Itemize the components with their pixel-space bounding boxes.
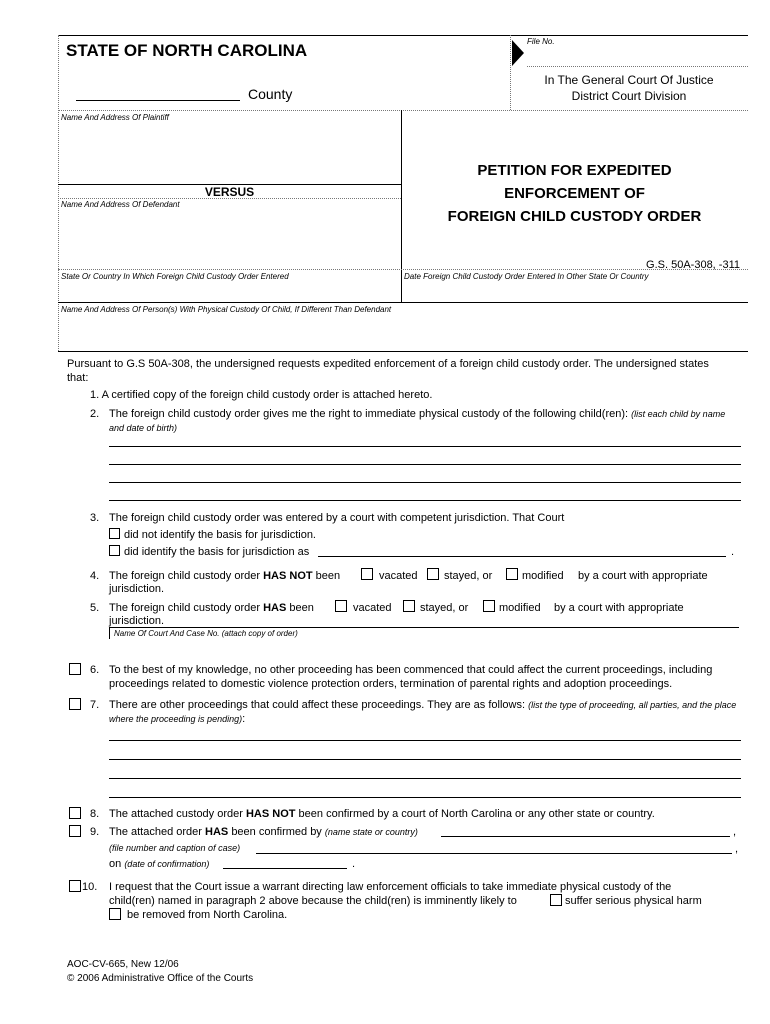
copyright: © 2006 Administrative Office of the Courts bbox=[67, 973, 254, 984]
court-case-line[interactable] bbox=[109, 627, 739, 628]
item-5-modified-checkbox[interactable] bbox=[483, 600, 495, 612]
item-3-option-2: did identify the basis for jurisdiction as bbox=[124, 546, 310, 558]
body-top bbox=[58, 351, 748, 352]
item-4-bold: HAS NOT bbox=[263, 570, 313, 582]
proceeding-line-2[interactable] bbox=[109, 759, 741, 760]
item-3-num: 3. bbox=[90, 512, 100, 524]
file-no-line[interactable] bbox=[527, 66, 748, 67]
date-entered-label: Date Foreign Child Custody Order Entered In Other State Or Country bbox=[404, 272, 649, 281]
item-7-num: 7. bbox=[90, 699, 100, 711]
parties-divider bbox=[401, 110, 402, 302]
removed-checkbox[interactable] bbox=[109, 908, 121, 920]
item-9-num: 9. bbox=[90, 826, 100, 838]
item-3-text: The foreign child custody order was entered by a court with competent jurisdiction. That Court bbox=[109, 512, 565, 524]
item-5-post: been bbox=[289, 602, 314, 614]
item-2-text bbox=[109, 407, 739, 435]
child-line-3[interactable] bbox=[109, 482, 741, 483]
item-6-text: To the best of my knowledge, no other proceeding has been commenced that could affect the current proceedings, including proceedings related to domestic violence protection orders, termination of parental rights and adoption proceedings. bbox=[109, 664, 713, 690]
harm-checkbox[interactable] bbox=[550, 894, 562, 906]
item-4-post: been bbox=[315, 570, 341, 582]
item-4-num: 4. bbox=[90, 570, 100, 582]
item-3-period: . bbox=[731, 546, 735, 558]
court-case-label: Name Of Court And Case No. (attach copy of order) bbox=[114, 629, 298, 638]
item-4-vacated: vacated bbox=[379, 570, 418, 582]
parties-top bbox=[58, 110, 748, 111]
item-9-on-word: on bbox=[109, 858, 122, 870]
item-8-bold: HAS NOT bbox=[245, 808, 296, 820]
item-5-vacated-checkbox[interactable] bbox=[335, 600, 347, 612]
state-country-label: State Or Country In Which Foreign Child Custody Order Entered bbox=[61, 272, 289, 281]
court-case-left bbox=[109, 627, 110, 639]
item-9-post: been confirmed by bbox=[231, 826, 322, 838]
item-4-stayed: stayed, or bbox=[444, 570, 493, 582]
item-5-jurisdiction: jurisdiction. bbox=[109, 615, 165, 627]
item-10-checkbox[interactable] bbox=[69, 880, 81, 892]
item-9-file-label: (file number and caption of case) bbox=[109, 843, 241, 853]
item-3-option-1: did not identify the basis for jurisdiction. bbox=[124, 529, 316, 541]
item-4-modified: modified bbox=[522, 570, 564, 582]
court-line-1: In The General Court Of Justice bbox=[544, 73, 714, 87]
file-number-line[interactable] bbox=[256, 853, 732, 854]
item-10-option-2: be removed from North Carolina. bbox=[127, 909, 288, 921]
item-5-stayed: stayed, or bbox=[420, 602, 469, 614]
item-4-pre: The foreign child custody order bbox=[109, 570, 261, 582]
state-title: STATE OF NORTH CAROLINA bbox=[66, 41, 308, 60]
item-2-num: 2. bbox=[90, 408, 100, 420]
item-9-date-label: (date of confirmation) bbox=[124, 859, 210, 869]
item-5-stayed-checkbox[interactable] bbox=[403, 600, 415, 612]
item-10-num: 10. bbox=[82, 881, 98, 893]
county-label: County bbox=[248, 86, 293, 102]
item-4-by-court: by a court with appropriate bbox=[578, 570, 708, 582]
proceeding-line-1[interactable] bbox=[109, 740, 741, 741]
title-line-3: FOREIGN CHILD CUSTODY ORDER bbox=[447, 208, 702, 225]
item-10-text-1: I request that the Court issue a warrant directing law enforcement officials to take immediate physical custody of the bbox=[109, 881, 672, 893]
file-arrow-icon bbox=[512, 40, 524, 66]
item-8-checkbox[interactable] bbox=[69, 807, 81, 819]
item-3-checkbox-1[interactable] bbox=[109, 528, 120, 539]
item-8-pre: The attached custody order bbox=[109, 808, 243, 820]
confirmation-date-line[interactable] bbox=[223, 868, 347, 869]
physical-custody-label: Name And Address Of Person(s) With Physical Custody Of Child, If Different Than Defendant bbox=[61, 305, 392, 314]
item-7-text bbox=[109, 698, 741, 726]
item-4-vacated-checkbox[interactable] bbox=[361, 568, 373, 580]
item-5-pre: The foreign child custody order bbox=[109, 602, 261, 614]
item-7-note: (list the type of proceeding, all parties, and the place where the proceeding is pending) bbox=[109, 700, 737, 724]
item-6-num: 6. bbox=[90, 664, 100, 676]
item-6-checkbox[interactable] bbox=[69, 663, 81, 675]
item-9-bold: HAS bbox=[205, 826, 229, 838]
item-7-main: There are other proceedings that could affect these proceedings. They are as follows: bbox=[109, 699, 526, 711]
item-4-text bbox=[109, 569, 340, 583]
item-9-comma-2: , bbox=[735, 843, 739, 855]
county-line[interactable] bbox=[76, 100, 240, 101]
state-row-top bbox=[58, 269, 748, 270]
item-9-note: (name state or country) bbox=[324, 827, 418, 837]
child-line-1[interactable] bbox=[109, 446, 741, 447]
item-9-period: . bbox=[352, 858, 356, 870]
court-line-2: District Court Division bbox=[571, 89, 687, 103]
item-7-colon: : bbox=[242, 713, 246, 725]
item-8-post: been confirmed by a court of North Carolina or any other state or country. bbox=[298, 808, 655, 820]
item-5-num: 5. bbox=[90, 602, 100, 614]
child-line-2[interactable] bbox=[109, 464, 741, 465]
item-7-checkbox[interactable] bbox=[69, 698, 81, 710]
proceeding-line-4[interactable] bbox=[109, 797, 741, 798]
defendant-label: Name And Address Of Defendant bbox=[61, 200, 180, 209]
item-10-text-2: child(ren) named in paragraph 2 above because the child(ren) is imminently likely to bbox=[109, 895, 517, 907]
item-1: 1. A certified copy of the foreign child custody order is attached hereto. bbox=[90, 389, 433, 401]
versus-label: VERSUS bbox=[204, 185, 255, 199]
plaintiff-label: Name And Address Of Plaintiff bbox=[61, 113, 169, 122]
item-3-checkbox-2[interactable] bbox=[109, 545, 120, 556]
item-2-note: (list each child by name and date of birth) bbox=[109, 409, 726, 433]
proceeding-line-3[interactable] bbox=[109, 778, 741, 779]
file-no-label: File No. bbox=[527, 37, 555, 46]
custody-row-top bbox=[58, 302, 748, 303]
item-2-main: The foreign child custody order gives me the right to immediate physical custody of the following child(ren): bbox=[109, 408, 629, 420]
item-8-num: 8. bbox=[90, 808, 100, 820]
item-10-option-1: suffer serious physical harm bbox=[565, 895, 702, 907]
jurisdiction-basis-line[interactable] bbox=[318, 556, 726, 557]
confirming-state-line[interactable] bbox=[441, 836, 730, 837]
intro-text: Pursuant to G.S 50A-308, the undersigned requests expedited enforcement of a foreign child custody order. The undersigned states that: bbox=[67, 358, 709, 384]
item-9-comma-1: , bbox=[733, 826, 737, 838]
item-9-on bbox=[109, 857, 209, 871]
title-line-2: ENFORCEMENT OF bbox=[504, 185, 645, 202]
item-5-modified: modified bbox=[499, 602, 541, 614]
item-4-modified-checkbox[interactable] bbox=[506, 568, 518, 580]
title-line-1: PETITION FOR EXPEDITED bbox=[477, 162, 672, 179]
item-9-checkbox[interactable] bbox=[69, 825, 81, 837]
item-9-pre: The attached order bbox=[109, 826, 202, 838]
item-4-stayed-checkbox[interactable] bbox=[427, 568, 439, 580]
statute-ref: G.S. 50A-308, -311 bbox=[646, 259, 740, 271]
child-line-4[interactable] bbox=[109, 500, 741, 501]
form-number: AOC-CV-665, New 12/06 bbox=[67, 959, 179, 970]
item-5-bold: HAS bbox=[263, 602, 287, 614]
versus-underline bbox=[58, 198, 401, 199]
item-5-vacated: vacated bbox=[353, 602, 392, 614]
item-5-by-court: by a court with appropriate bbox=[554, 602, 684, 614]
item-8-text bbox=[109, 807, 655, 821]
top-border bbox=[58, 35, 748, 36]
item-9-text bbox=[109, 825, 418, 839]
item-4-jurisdiction: jurisdiction. bbox=[109, 583, 165, 595]
item-5-text bbox=[109, 601, 314, 615]
